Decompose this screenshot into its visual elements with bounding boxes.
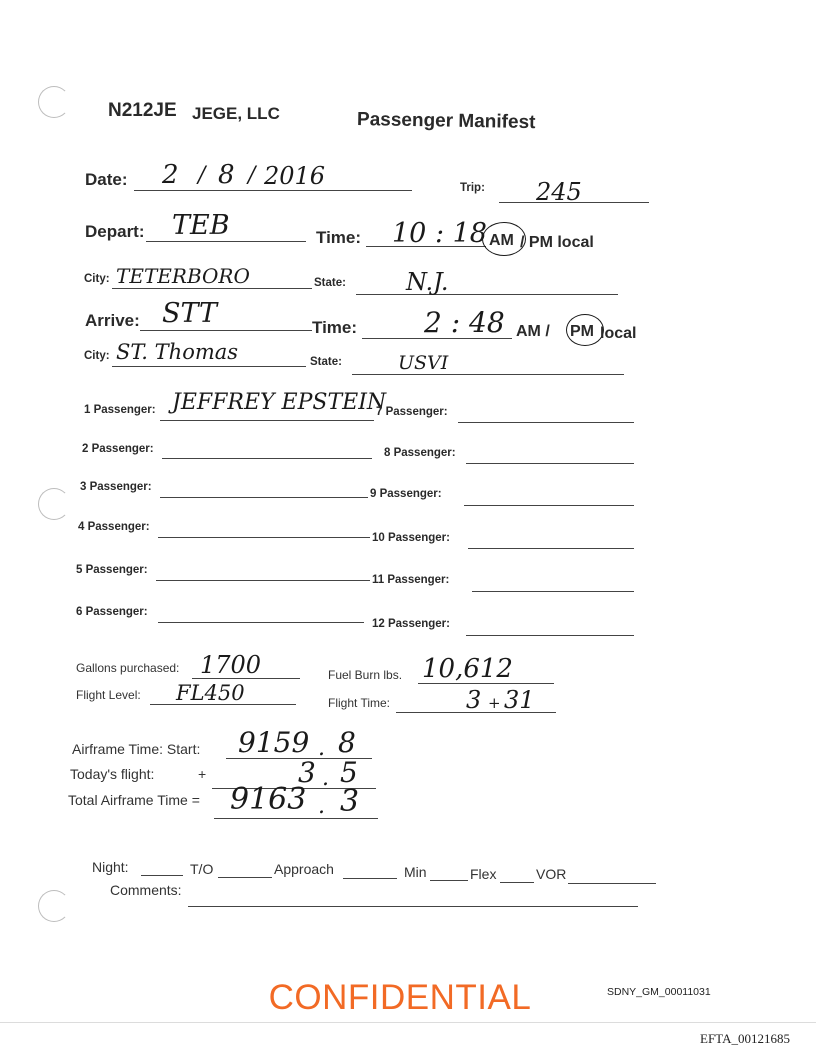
total-airframe-tenth: 3 — [340, 784, 360, 819]
comments-underline — [188, 906, 638, 907]
date-month: 2 — [162, 160, 179, 190]
todays-flight-tenth: 5 — [340, 756, 358, 789]
depart-airport: TEB — [172, 210, 230, 241]
night-underline — [141, 875, 183, 876]
approach-label: Approach — [274, 861, 334, 877]
arrive-am-label: AM / — [516, 323, 550, 340]
binder-hole-middle — [38, 488, 70, 520]
passenger-2-label: 2 Passenger: — [82, 443, 154, 455]
fuel-burn-label: Fuel Burn lbs. — [328, 668, 403, 682]
flex-underline — [500, 882, 534, 883]
arrive-underline — [140, 330, 312, 331]
passenger-11-label: 11 Passenger: — [372, 574, 450, 586]
form-title: Passenger Manifest — [356, 109, 536, 134]
passenger-1-underline — [160, 420, 374, 421]
arrive-state-label: State: — [310, 356, 342, 368]
flight-time-hours: 3 — [466, 686, 482, 714]
vor-underline — [568, 883, 656, 884]
gallons-purchased-value: 1700 — [200, 651, 262, 679]
depart-underline — [146, 241, 306, 242]
passenger-12-underline — [466, 635, 634, 636]
passenger-3-label: 3 Passenger: — [80, 481, 152, 493]
todays-flight-label: Today's flight: — [70, 766, 155, 782]
passenger-3-underline — [160, 497, 368, 498]
depart-am-label: AM — [489, 232, 514, 249]
passenger-6-label: 6 Passenger: — [76, 606, 148, 618]
night-label: Night: — [92, 859, 129, 875]
arrive-pm-label: PM — [570, 323, 594, 340]
date-underline — [134, 190, 412, 191]
airframe-start-whole: 9159 — [238, 726, 310, 759]
todays-flight-plus: + — [198, 766, 207, 782]
vor-label: VOR — [536, 866, 567, 882]
passenger-10-label: 10 Passenger: — [372, 532, 450, 544]
binder-hole-bottom — [38, 890, 70, 922]
min-underline — [430, 880, 468, 881]
fuel-burn-value: 10,612 — [422, 654, 513, 684]
scan-edge-line — [0, 1022, 816, 1023]
arrive-city-label: City: — [84, 350, 110, 362]
binder-hole-top — [38, 86, 70, 118]
approach-underline — [343, 878, 397, 879]
depart-state: N.J. — [406, 268, 449, 296]
total-airframe-label: Total Airframe Time = — [68, 792, 200, 808]
passenger-1-name: JEFFREY EPSTEIN — [172, 390, 387, 415]
comments-label: Comments: — [110, 882, 182, 898]
todays-flight-decimal: . — [322, 766, 329, 791]
arrive-state: USVI — [398, 352, 449, 374]
total-airframe-whole: 9163 — [230, 782, 307, 817]
passenger-12-label: 12 Passenger: — [372, 618, 450, 630]
arrive-state-underline — [352, 374, 624, 375]
passenger-7-label: 7 Passenger: — [376, 406, 448, 418]
depart-time: 10 : 18 — [392, 218, 487, 249]
passenger-9-underline — [464, 505, 634, 506]
depart-local-label: local — [557, 234, 594, 251]
passenger-11-underline — [472, 591, 634, 592]
airframe-start-decimal: . — [318, 736, 325, 761]
depart-label: Depart: — [85, 222, 145, 241]
date-sep-1: / — [198, 163, 206, 188]
passenger-2-underline — [162, 458, 372, 459]
date-day: 8 — [218, 160, 235, 190]
arrive-local-label: local — [600, 325, 637, 342]
arrive-airport: STT — [162, 298, 218, 329]
flight-level-label: Flight Level: — [76, 688, 141, 702]
passenger-10-underline — [468, 548, 634, 549]
trip-number: 245 — [536, 178, 582, 206]
passenger-6-underline — [158, 622, 364, 623]
arrive-city: ST. Thomas — [116, 340, 239, 364]
passenger-5-label: 5 Passenger: — [76, 564, 148, 576]
date-year: 2016 — [264, 162, 326, 190]
trip-label: Trip: — [460, 182, 485, 194]
airframe-start-tenth: 8 — [338, 726, 356, 759]
arrive-time: 2 : 48 — [424, 306, 505, 339]
date-label: Date: — [85, 170, 128, 189]
depart-city-label: City: — [84, 273, 110, 285]
company-name: JEGE, LLC — [192, 104, 280, 123]
depart-pm-local-label: / PM local — [520, 234, 594, 251]
passenger-1-label: 1 Passenger: — [84, 404, 156, 416]
passenger-4-label: 4 Passenger: — [78, 521, 150, 533]
flex-label: Flex — [470, 866, 497, 882]
passenger-7-underline — [458, 422, 634, 423]
depart-time-label: Time: — [316, 228, 362, 247]
depart-pm-label: PM — [528, 234, 553, 251]
date-sep-2: / — [248, 163, 256, 188]
passenger-9-label: 9 Passenger: — [370, 488, 442, 500]
flight-time-sep: + — [488, 694, 501, 712]
to-underline — [218, 877, 272, 878]
passenger-8-label: 8 Passenger: — [384, 447, 456, 459]
total-airframe-decimal: . — [318, 794, 325, 819]
to-label: T/O — [190, 861, 214, 877]
flight-time-minutes: 31 — [504, 686, 535, 714]
depart-state-label: State: — [314, 277, 346, 289]
todays-flight-whole: 3 — [298, 756, 316, 789]
arrive-time-label: Time: — [312, 318, 358, 337]
passenger-5-underline — [156, 580, 370, 581]
arrive-city-underline — [112, 366, 306, 367]
tail-number: N212JE — [108, 100, 177, 121]
airframe-start-label: Airframe Time: Start: — [72, 741, 201, 757]
gallons-purchased-label: Gallons purchased: — [76, 661, 180, 675]
arrive-label: Arrive: — [85, 311, 140, 330]
min-label: Min — [404, 864, 427, 880]
passenger-4-underline — [158, 537, 370, 538]
flight-level-value: FL450 — [176, 681, 245, 705]
confidential-stamp: CONFIDENTIAL — [268, 978, 532, 1017]
depart-state-underline — [356, 294, 618, 295]
efta-number: EFTA_00121685 — [700, 1031, 790, 1046]
bates-number: SDNY_GM_00011031 — [607, 986, 711, 998]
flight-time-label: Flight Time: — [328, 696, 391, 710]
depart-city-underline — [112, 288, 312, 289]
depart-city: TETERBORO — [116, 264, 250, 288]
passenger-8-underline — [466, 463, 634, 464]
